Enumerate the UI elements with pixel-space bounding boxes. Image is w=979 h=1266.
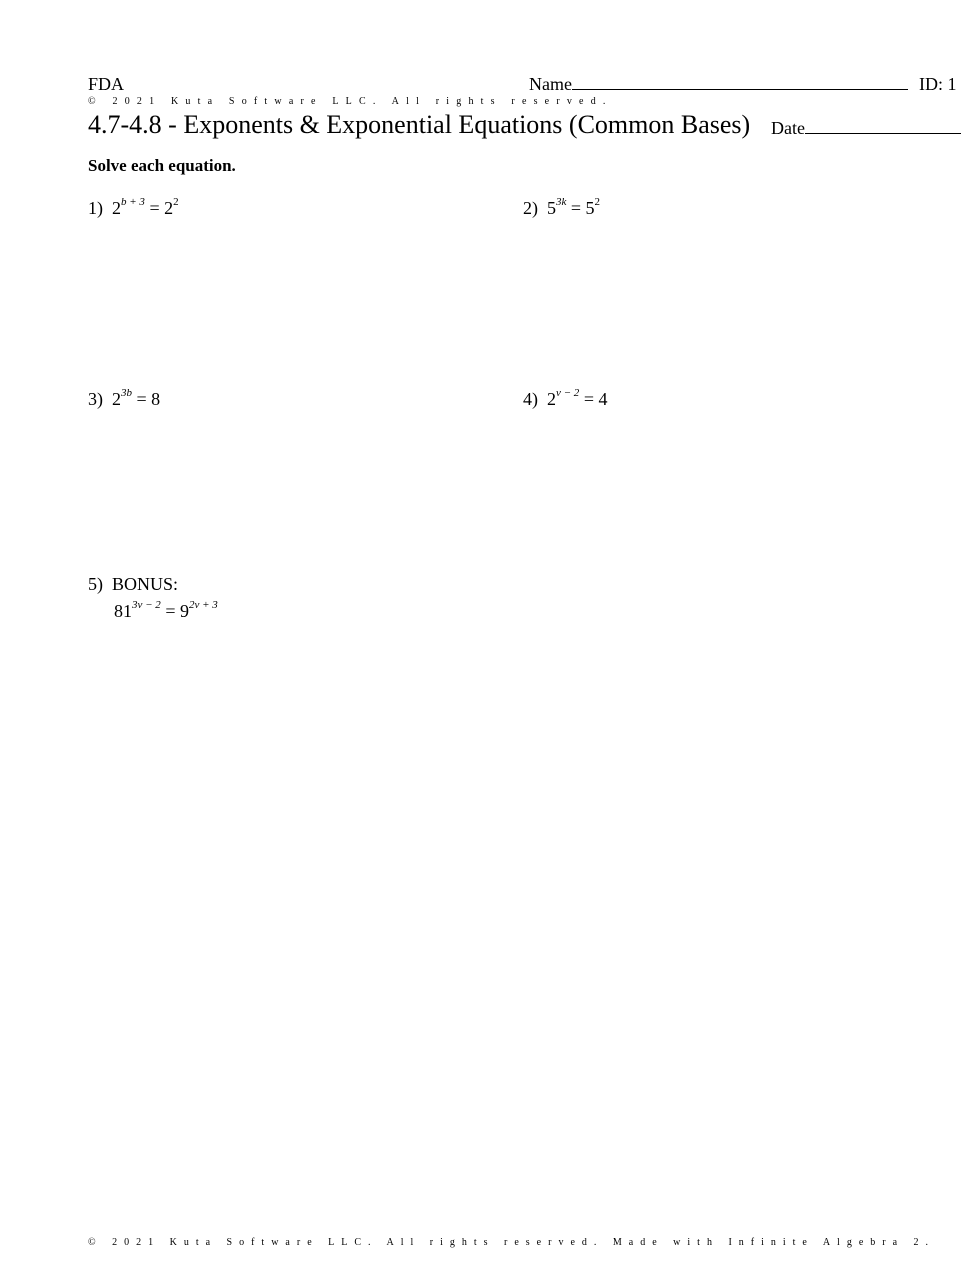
rhs-value: 4 [598,389,608,409]
exponent: v − 2 [556,387,580,399]
worksheet-title: 4.7-4.8 - Exponents & Exponential Equations (Common Bases) [88,110,751,139]
equals-sign: = [570,198,582,218]
equals-sign: = [165,601,176,621]
problem-1 [88,198,179,219]
base: 2 [547,389,556,409]
equals-sign: = [583,389,594,409]
date-blank [805,119,961,134]
problem-number: 2) [523,198,538,218]
rhs-base: 9 [179,601,189,621]
problem-number: 4) [523,389,538,409]
rhs-exponent: 2 [594,196,601,208]
problem-number: 3) [88,389,103,409]
problem-2 [523,198,600,219]
id-label: ID: 1 [919,74,957,94]
exponent: 3k [556,196,567,208]
class-label: FDA [88,74,125,94]
equals-sign: = [136,389,147,409]
problem-number: 1) [88,198,103,218]
rhs-exponent: 2v + 3 [188,599,218,611]
exponent: 3b [121,387,132,399]
base: 5 [547,198,556,218]
problem-5-equation [114,601,218,622]
rhs-exponent: 2 [173,196,179,208]
instructions: Solve each equation. [88,156,236,175]
name-blank [572,75,908,90]
base: 81 [114,601,132,621]
rhs-base: 2 [164,198,174,218]
header-copyright: © 2021 Kuta Software LLC. All rights reserved. [88,96,613,107]
equals-sign: = [149,198,160,218]
rhs-base: 5 [585,198,595,218]
problem-3 [88,389,160,410]
problem-4 [523,389,607,410]
name-field [529,74,908,95]
problem-number: 5) [88,574,103,594]
date-field [771,118,961,139]
base: 2 [112,389,121,409]
rhs-value: 8 [151,389,161,409]
base: 2 [112,198,121,218]
problem-5 [88,574,178,595]
bonus-label: BONUS: [112,574,179,594]
footer-copyright: © 2021 Kuta Software LLC. All rights reserved. Made with Infinite Algebra 2. [88,1237,936,1248]
exponent: 3v − 2 [132,599,161,611]
name-label: Name [529,74,572,94]
date-label: Date [771,118,805,138]
exponent: b + 3 [121,196,145,208]
